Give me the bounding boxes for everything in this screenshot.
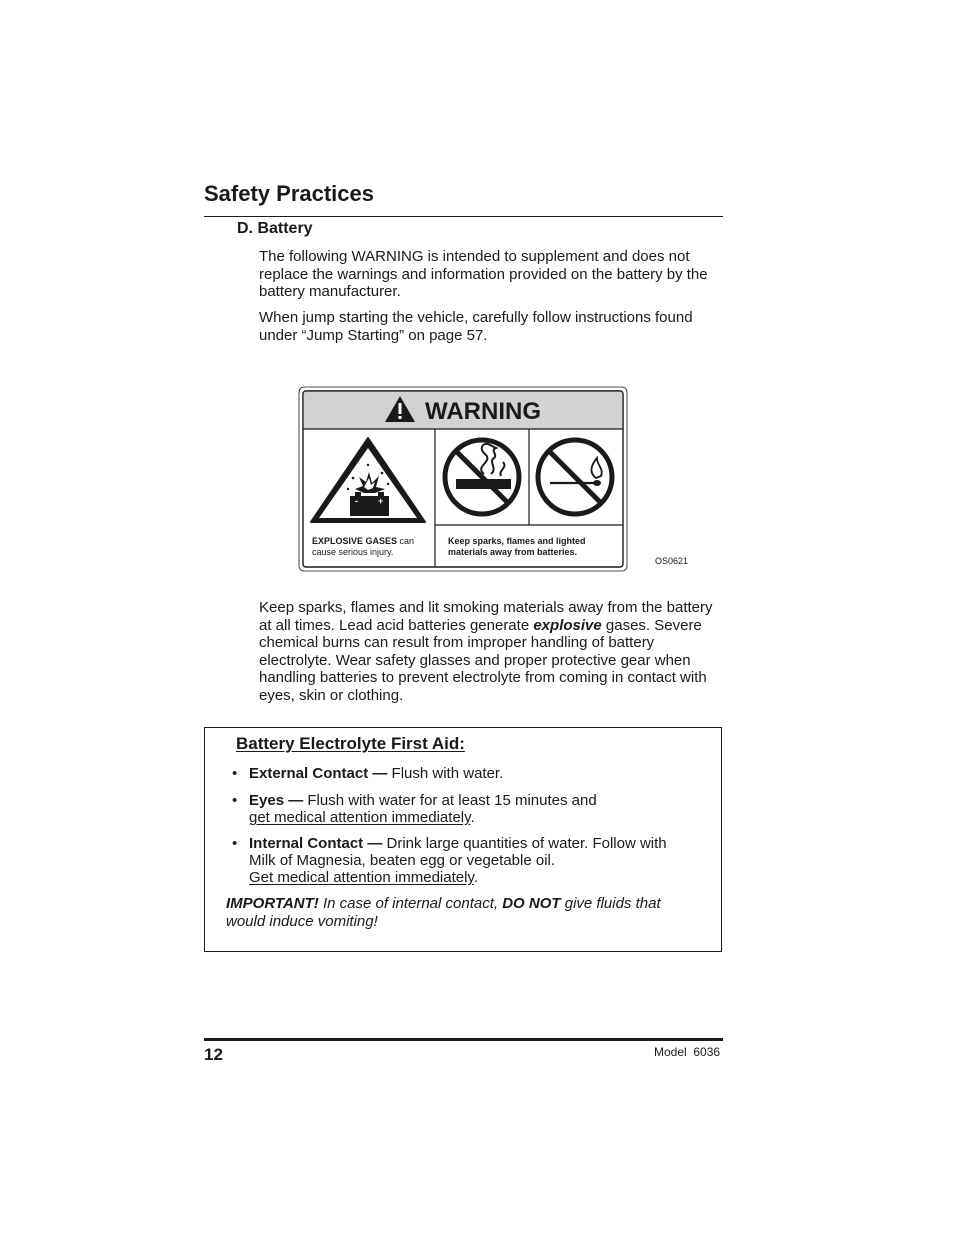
footer-divider	[204, 1038, 723, 1041]
model-label: Model 6036	[654, 1045, 721, 1059]
explosive-emphasis: explosive	[533, 616, 602, 634]
first-aid-end: .	[473, 869, 478, 886]
important-text-2: give fluids that would induce vomiting!	[226, 895, 661, 930]
jump-start-paragraph: When jump starting the vehicle, carefully follow instructions found under “Jump Starting” on page 57.	[259, 309, 693, 344]
explosive-caption-line2: cause serious injury.	[312, 547, 394, 557]
battery-safety-text-1: Keep sparks, flames and lit smoking materials away from the battery at all times. Lead acid batteries generate	[259, 599, 713, 634]
first-aid-box	[204, 727, 722, 952]
first-aid-title: Battery Electrolyte First Aid:	[236, 734, 465, 753]
first-aid-label: External Contact —	[249, 765, 388, 782]
svg-text:+: +	[378, 496, 384, 506]
first-aid-item-eyes	[232, 792, 689, 826]
battery-warning-label	[298, 386, 628, 572]
section-title: Safety Practices	[204, 181, 374, 206]
battery-safety-paragraph	[259, 599, 725, 704]
first-aid-label: Internal Contact —	[249, 835, 383, 852]
figure-code: OS0621	[655, 556, 689, 566]
explosive-caption-line1	[312, 536, 414, 546]
subsection-title: D. Battery	[237, 220, 313, 237]
bullet: •	[232, 835, 238, 852]
sparks-caption-line1: Keep sparks, flames and lighted	[448, 536, 586, 546]
first-aid-text: Drink large quantities of water. Follow with Milk of Magnesia, beaten egg or vegetable oil.	[249, 835, 667, 869]
bullet: •	[232, 792, 238, 809]
first-aid-text: Flush with water for at least 15 minutes and	[303, 792, 597, 809]
svg-text:-: -	[355, 496, 358, 506]
first-aid-text: Flush with water.	[387, 765, 504, 782]
intro-paragraph: The following WARNING is intended to supplement and does not replace the warnings and information provided on the battery by the battery manufacturer.	[259, 248, 708, 300]
first-aid-end: .	[470, 809, 475, 826]
title-divider	[204, 216, 723, 217]
medical-attention-text: get medical attention immediately	[249, 809, 471, 826]
battery-safety-text-2: gases. Severe chemical burns can result from improper handling of battery electrolyte. Wear safety glasses and proper protective gear when handling batteries to prevent electrolyte from coming in contact with eyes, skin or clothing.	[259, 616, 707, 704]
warning-header-text: WARNING	[425, 398, 541, 425]
explosive-caption-rest: can	[397, 536, 415, 546]
explosive-caption-bold: EXPLOSIVE GASES	[312, 536, 398, 546]
sparks-caption-line2: materials away from batteries.	[448, 547, 578, 557]
first-aid-item-external	[232, 765, 689, 782]
important-note	[226, 895, 696, 930]
first-aid-label: Eyes —	[249, 792, 304, 809]
first-aid-item-internal	[232, 835, 689, 886]
medical-attention-text: Get medical attention immediately	[249, 869, 474, 886]
page-number: 12	[204, 1045, 223, 1064]
important-text-1: In case of internal contact,	[318, 895, 503, 912]
do-not-text: DO NOT	[502, 895, 561, 912]
bullet: •	[232, 765, 238, 782]
important-label: IMPORTANT!	[226, 895, 319, 912]
